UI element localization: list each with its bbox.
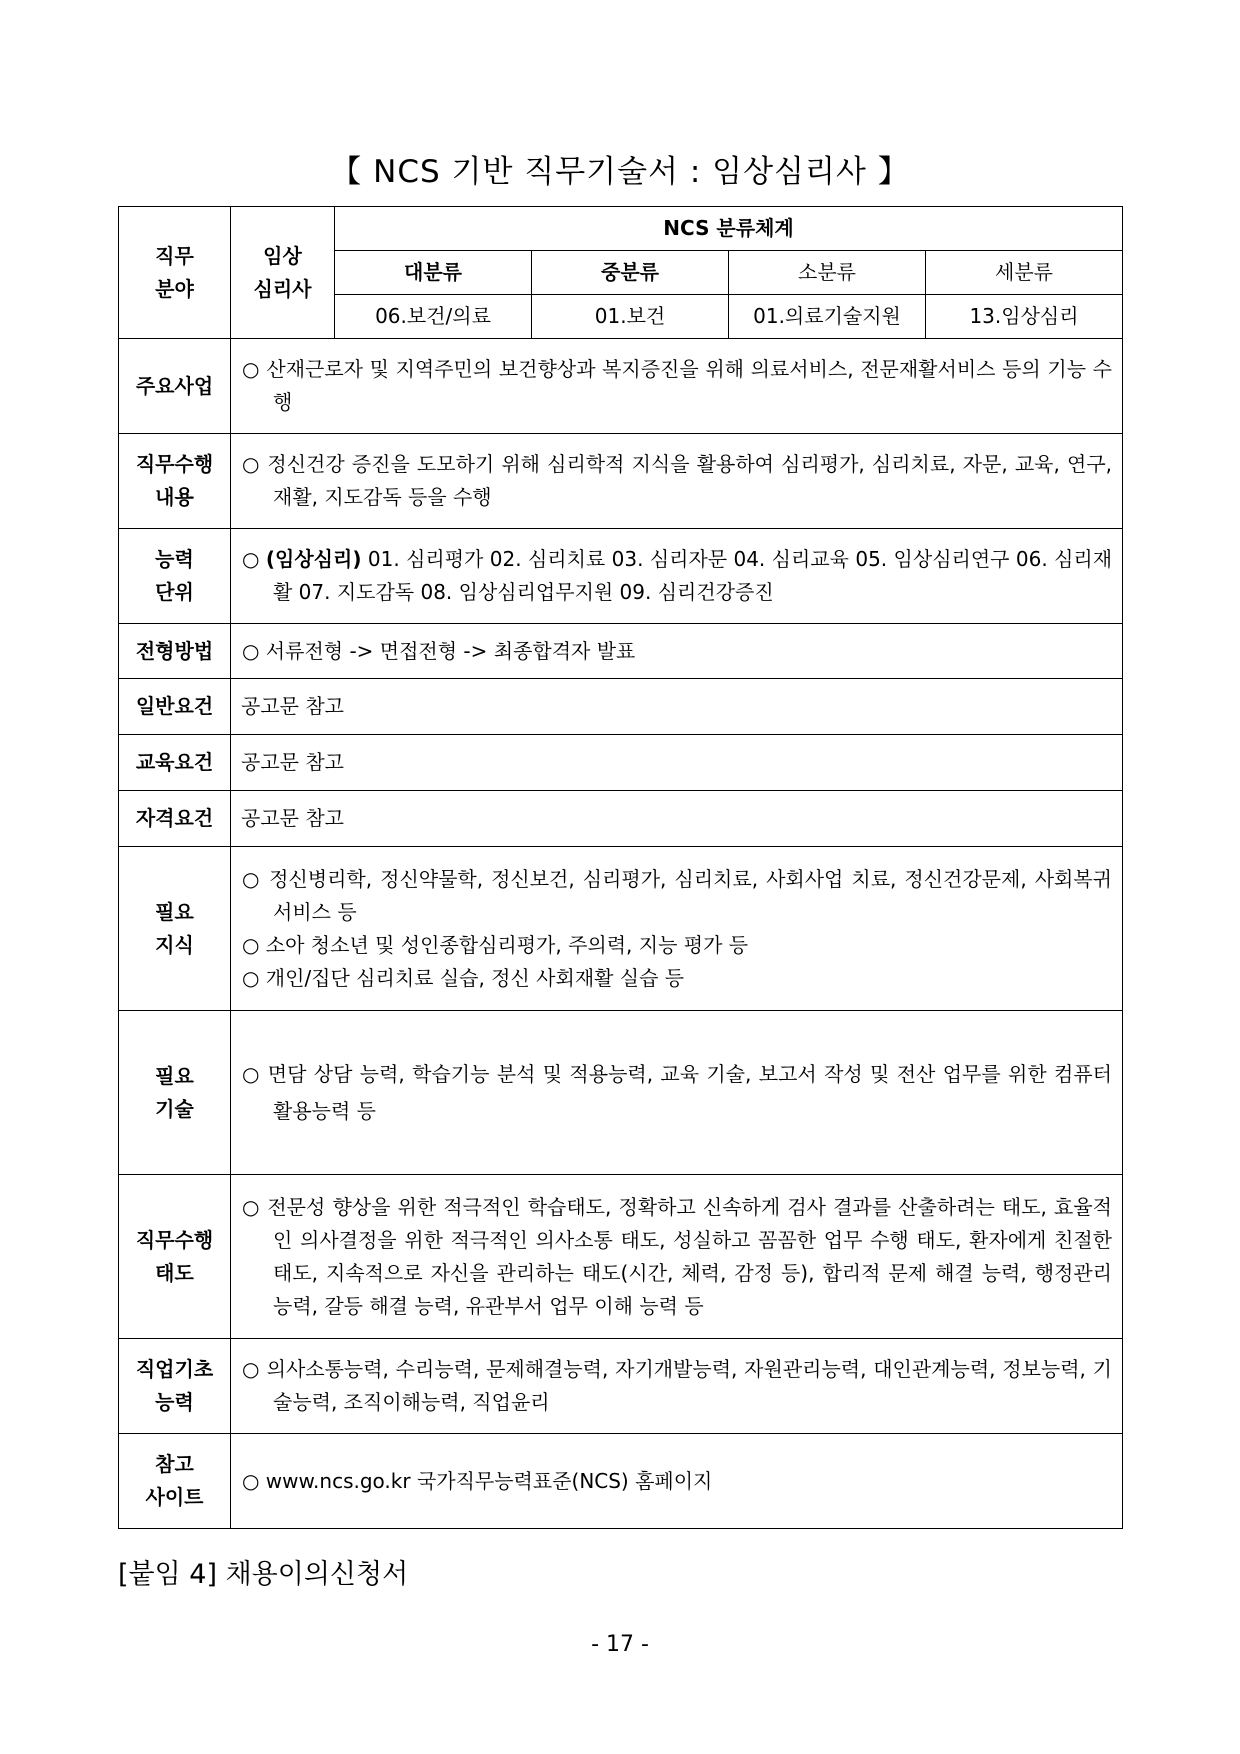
basic-ability-label: 직업기초 능력 (119, 1339, 231, 1434)
ability-unit-label: 능력 단위 (119, 529, 231, 624)
col-minor: 소분류 (729, 251, 926, 295)
knowledge-item: ○ 개인/집단 심리치료 실습, 정신 사회재활 실습 등 (242, 965, 685, 990)
knowledge-item: ○ 소아 청소년 및 성인종합심리평가, 주의력, 지능 평가 등 (242, 932, 749, 957)
selection-label: 전형방법 (119, 624, 231, 679)
skills-item: ○ 면담 상담 능력, 학습기능 분석 및 적용능력, 교육 기술, 보고서 작성 및 전산 업무를 위한 컴퓨터 활용능력 등 (242, 1061, 1112, 1123)
skills-label: 필요 기술 (119, 1011, 231, 1175)
main-business-label: 주요사업 (119, 339, 231, 434)
value-minor: 01.의료기술지원 (729, 295, 926, 339)
general-req-content: 공고문 참고 (231, 679, 1123, 735)
page-number: - 17 - (591, 1632, 649, 1657)
ncs-classification-header: NCS 분류체계 (335, 207, 1123, 251)
main-business-item: ○ 산재근로자 및 지역주민의 보건향상과 복지증진을 위해 의료서비스, 전문재활서비스 등의 기능 수행 (242, 357, 1112, 414)
page-title: 【 NCS 기반 직무기술서 : 임상심리사 】 (330, 154, 910, 190)
skills-content (231, 1011, 1123, 1175)
education-req-content: 공고문 참고 (231, 735, 1123, 791)
duty-content-content (231, 434, 1123, 529)
basic-ability-item: ○ 의사소통능력, 수리능력, 문제해결능력, 자기개발능력, 자원관리능력, 대인관계능력, 정보능력, 기술능력, 조직이해능력, 직업윤리 (242, 1357, 1112, 1414)
col-detail: 세분류 (926, 251, 1123, 295)
license-req-label: 자격요건 (119, 791, 231, 847)
col-major: 대분류 (335, 251, 532, 295)
attachment-heading: [붙임 4] 채용이의신청서 (118, 1559, 409, 1590)
ability-unit-category: (임상심리) (265, 547, 362, 571)
field-value: 임상 심리사 (231, 207, 335, 339)
duty-content-item: ○ 정신건강 증진을 도모하기 위해 심리학적 지식을 활용하여 심리평가, 심리치료, 자문, 교육, 연구, 재활, 지도감독 등을 수행 (242, 452, 1112, 509)
field-label: 직무 분야 (119, 207, 231, 339)
attitude-content (231, 1175, 1123, 1339)
selection-item: ○ 서류전형 -> 면접전형 -> 최종합격자 발표 (242, 638, 636, 663)
ability-unit-text: 01. 심리평가 02. 심리치료 03. 심리자문 04. 심리교육 05. 임상심리연구 06. 심리재활 07. 지도감독 08. 임상심리업무지원 09. 심리건강증진 (273, 547, 1113, 604)
main-business-content (231, 339, 1123, 434)
reference-label: 참고 사이트 (119, 1434, 231, 1529)
license-req-content: 공고문 참고 (231, 791, 1123, 847)
value-middle: 01.보건 (532, 295, 729, 339)
knowledge-label: 필요 지식 (119, 847, 231, 1011)
value-major: 06.보건/의료 (335, 295, 532, 339)
general-req-label: 일반요건 (119, 679, 231, 735)
ability-unit-content (231, 529, 1123, 624)
value-detail: 13.임상심리 (926, 295, 1123, 339)
basic-ability-content (231, 1339, 1123, 1434)
reference-content (231, 1434, 1123, 1529)
col-middle: 중분류 (532, 251, 729, 295)
attitude-item: ○ 전문성 향상을 위한 적극적인 학습태도, 정확하고 신속하게 검사 결과를 산출하려는 태도, 효율적인 의사결정을 위한 적극적인 의사소통 태도, 성실하고 꼼꼼한 업무 수행 태도, 환자에게 친절한 태도, 지속적으로 자신을 관리하는 태도(시간, 체력, 감정 등), 합리적 문제 해결 능력, 행정관리 능력, 갈등 해결 능력, 유관부서 업무 이해 능력 등 (242, 1194, 1112, 1318)
attitude-label: 직무수행 태도 (119, 1175, 231, 1339)
duty-content-label: 직무수행 내용 (119, 434, 231, 529)
reference-item: ○ www.ncs.go.kr 국가직무능력표준(NCS) 홈페이지 (242, 1468, 713, 1493)
knowledge-item: ○ 정신병리학, 정신약물학, 정신보건, 심리평가, 심리치료, 사회사업 치료, 정신건강문제, 사회복귀서비스 등 (242, 866, 1112, 924)
knowledge-content (231, 847, 1123, 1011)
ability-unit-item (242, 543, 1112, 609)
education-req-label: 교육요건 (119, 735, 231, 791)
ability-unit-bullet: ○ (242, 547, 260, 571)
selection-content (231, 624, 1123, 679)
job-description-table (118, 206, 1123, 1529)
